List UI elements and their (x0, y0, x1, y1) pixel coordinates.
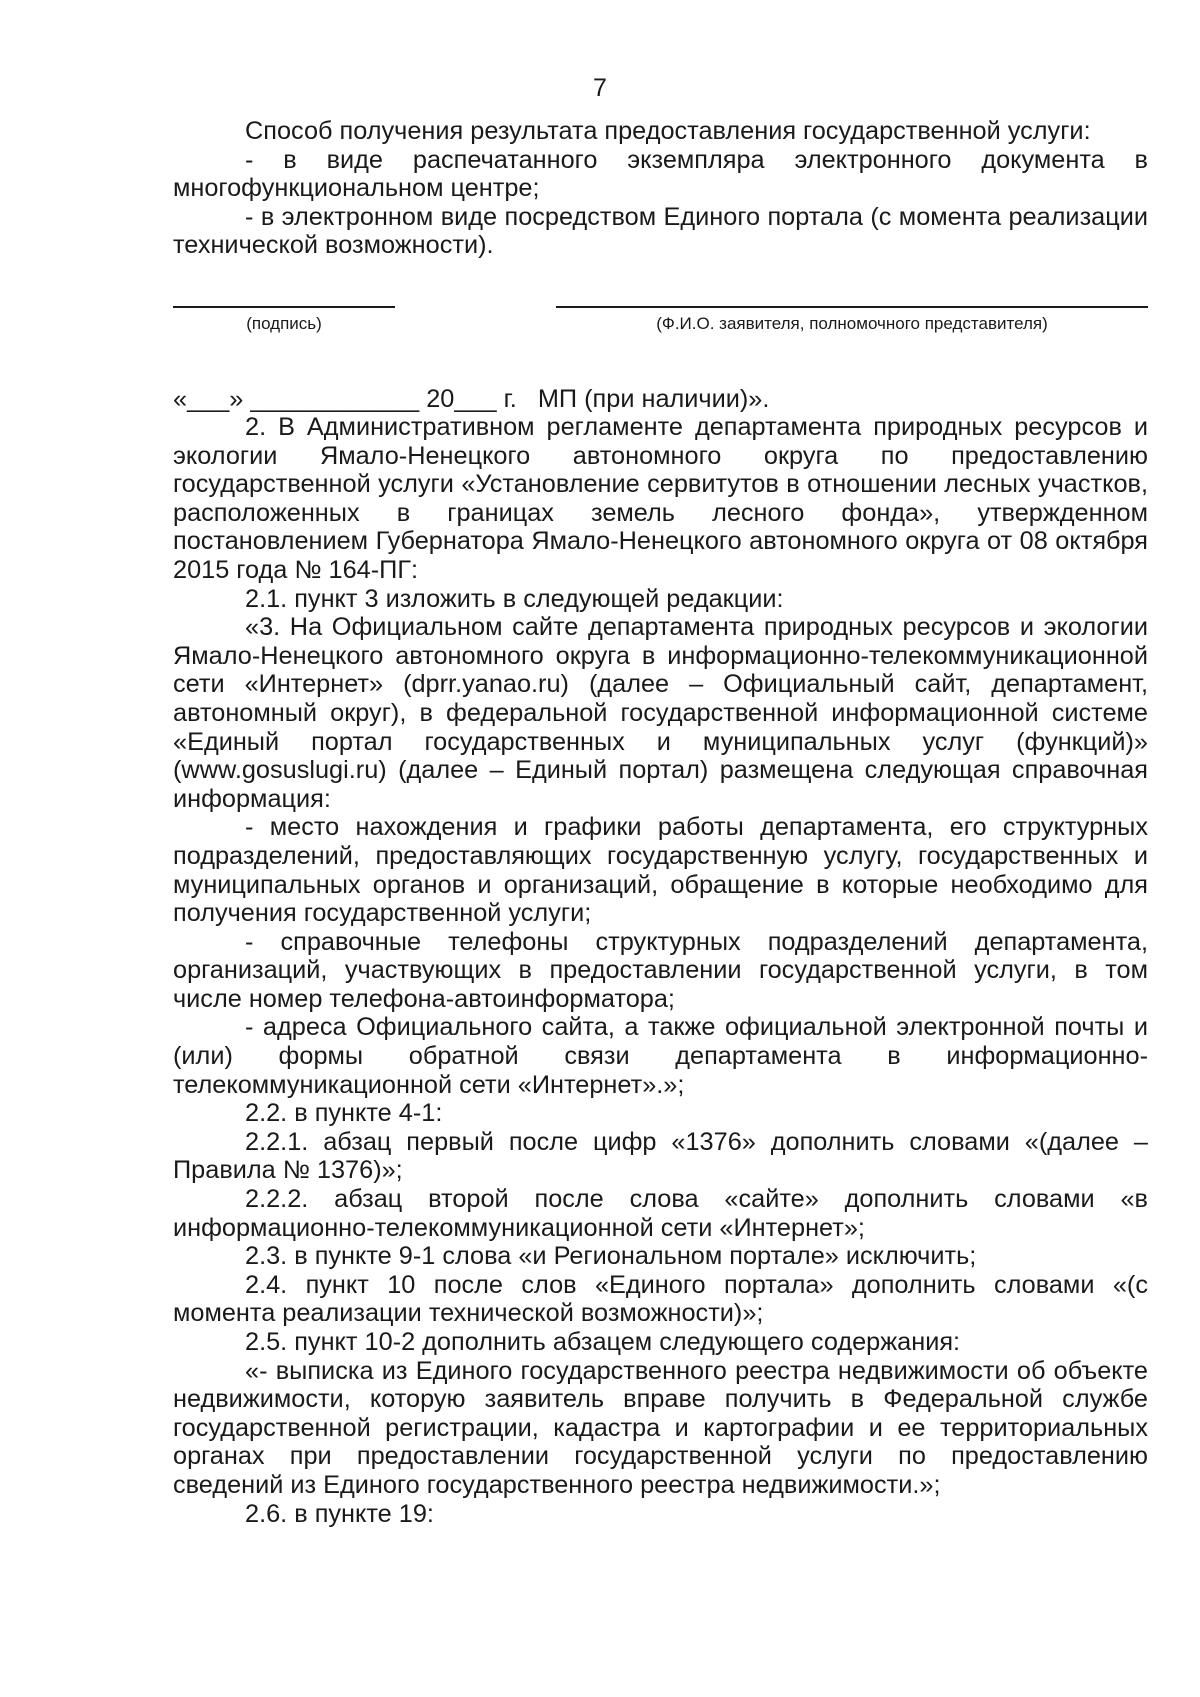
result-method-item-mfc: - в виде распечатанного экземпляра электронного документа в многофункциональном центре; (173, 145, 1148, 203)
date-stamp-line: «___» ____________ 20___ г. МП (при наличии)». (173, 385, 770, 413)
applicant-name-caption: (Ф.И.О. заявителя, полномочного представителя) (656, 314, 1048, 333)
paragraph-2-2-2: 2.2.2. абзац второй после слова «сайте» дополнить словами «в информационно-телекоммуникационной сети «Интернет»; (173, 1185, 1148, 1242)
signature-caption: (подпись) (246, 314, 322, 333)
paragraph-2-6: 2.6. в пункте 19: (245, 1499, 434, 1528)
list-item-addresses: - адреса Официального сайта, а также официальной электронной почты и (или) формы обратной связи департамента в информационно-телекоммуникационной сети «Интернет».»; (173, 1013, 1148, 1099)
paragraph-item-3: «3. На Официальном сайте департамента природных ресурсов и экологии Ямало-Ненецкого автономного округа в информационно-телекоммуникационной сети «Интернет» (dprr.yanao.ru) (далее – Официальный сайт, департамент, автономный округ), в федеральной государственной информационной системе «Единый портал государственных и муниципальных услуг (функций)» (www.gosuslugi.ru) (далее – Единый портал) размещена следующая справочная информация: (173, 613, 1148, 813)
page-number: 7 (593, 74, 607, 102)
amendments-body (173, 413, 1148, 1528)
applicant-name-field (556, 306, 1148, 356)
list-item-phones: - справочные телефоны структурных подразделений департамента, организаций, участвующих в предоставлении государственной услуги, в том числе номер телефона-автоинформатора; (173, 927, 1148, 1013)
result-method-heading: Способ получения результата предоставления государственной услуги: (245, 117, 1091, 145)
paragraph-2-2-1: 2.2.1. абзац первый после цифр «1376» дополнить словами «(далее – Правила № 1376)»; (173, 1127, 1148, 1185)
paragraph-2-4: 2.4. пункт 10 после слов «Единого портала» дополнить словами «(с момента реализации технической возможности)»; (173, 1270, 1148, 1328)
paragraph-2-1: 2.1. пункт 3 изложить в следующей редакции: (245, 584, 784, 613)
result-method-item-portal: - в электронном виде посредством Единого портала (с момента реализации технической возможности). (173, 202, 1148, 260)
paragraph-2-3: 2.3. в пункте 9-1 слова «и Региональном портале» исключить; (245, 1242, 977, 1271)
applicant-name-line (556, 306, 1148, 308)
paragraph-2: 2. В Административном регламенте департамента природных ресурсов и экологии Ямало-Ненецкого автономного округа по предоставлению государственной услуги «Установление сервитутов в отношении лесных участков, расположенных в границах земель лесного фонда», утвержденном постановлением Губернатора Ямало-Ненецкого автономного округа от 08 октября 2015 года № 164-ПГ: (173, 413, 1148, 584)
list-item-location: - место нахождения и графики работы департамента, его структурных подразделений, предоставляющих государственную услугу, государственных и муниципальных органов и организаций, обращение в которые необходимо для получения государственной услуги; (173, 813, 1148, 928)
signature-line (173, 306, 395, 308)
signature-field (173, 306, 395, 356)
result-method-section (173, 117, 1148, 260)
paragraph-2-2: 2.2. в пункте 4-1: (245, 1099, 443, 1128)
paragraph-2-5: 2.5. пункт 10-2 дополнить абзацем следующего содержания: (245, 1328, 961, 1356)
paragraph-extract: «- выписка из Единого государственного реестра недвижимости об объекте недвижимости, которую заявитель вправе получить в Федеральной службе государственной регистрации, кадастра и картографии и ее территориальных органах при предоставлении государственной услуги по предоставлению сведений из Единого государственного реестра недвижимости.»; (173, 1356, 1148, 1499)
